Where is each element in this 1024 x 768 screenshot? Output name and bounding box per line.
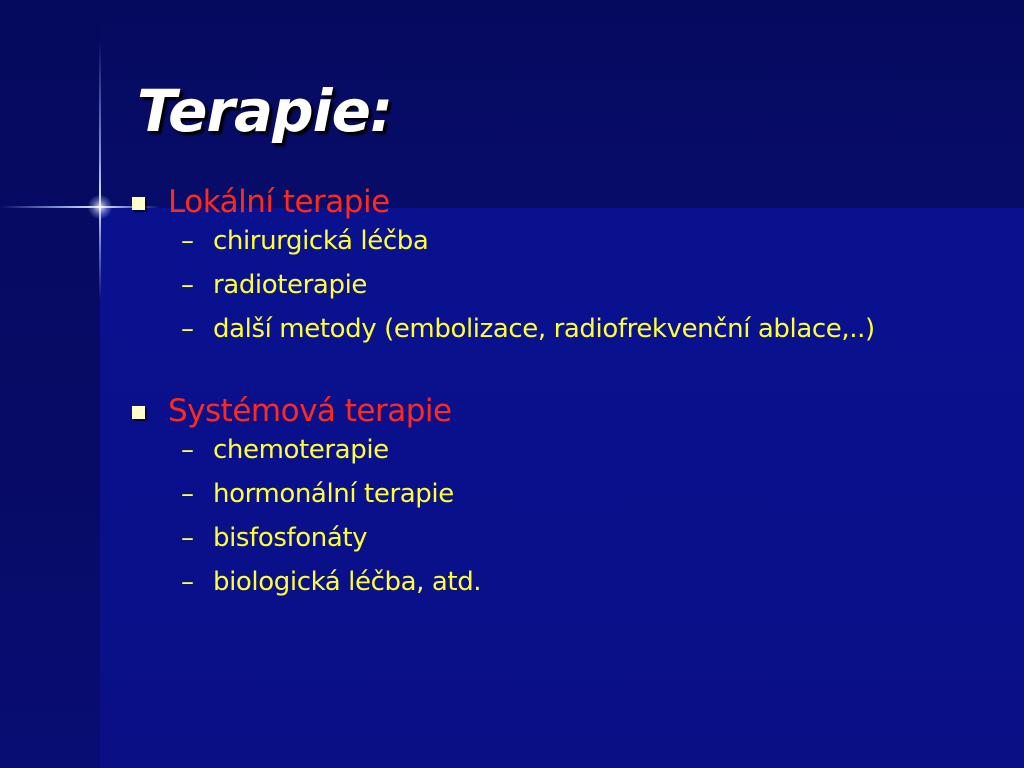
list-item-text: chemoterapie (213, 435, 389, 465)
dash-bullet-icon: – (181, 314, 194, 344)
dash-bullet-icon: – (181, 270, 194, 300)
list-item (130, 312, 990, 347)
dash-bullet-icon: – (181, 479, 194, 509)
bullet-local-therapy (130, 180, 990, 224)
list-item-text: chirurgická léčba (213, 226, 429, 256)
list-item (130, 433, 990, 468)
local-therapy-sublist (130, 224, 990, 347)
list-item (130, 521, 990, 556)
list-item-text: bisfosfonáty (213, 523, 368, 553)
list-item-text: hormonální terapie (213, 479, 454, 509)
list-item (130, 477, 990, 512)
sparkle-icon (88, 195, 112, 219)
list-item-text: biologická léčba, atd. (213, 567, 482, 597)
dash-bullet-icon: – (181, 567, 194, 597)
dash-bullet-icon: – (181, 226, 194, 256)
vertical-light-line (99, 40, 101, 300)
bullet-content (130, 180, 990, 609)
list-item (130, 565, 990, 600)
slide-title: Terapie: (137, 77, 393, 145)
dash-bullet-icon: – (181, 523, 194, 553)
list-item-text: další metody (embolizace, radiofrekvenční ablace,..) (213, 314, 875, 344)
bullet-heading-text: Lokální terapie (168, 184, 390, 220)
bullet-heading-text: Systémová terapie (168, 393, 452, 429)
section-spacer (130, 356, 990, 389)
list-item-text: radioterapie (213, 270, 367, 300)
list-item (130, 268, 990, 303)
systemic-therapy-sublist (130, 433, 990, 600)
bullet-systemic-therapy (130, 389, 990, 433)
square-bullet-icon (132, 197, 145, 210)
square-bullet-icon (132, 406, 145, 419)
dash-bullet-icon: – (181, 435, 194, 465)
left-band-decoration (0, 0, 100, 768)
list-item (130, 224, 990, 259)
